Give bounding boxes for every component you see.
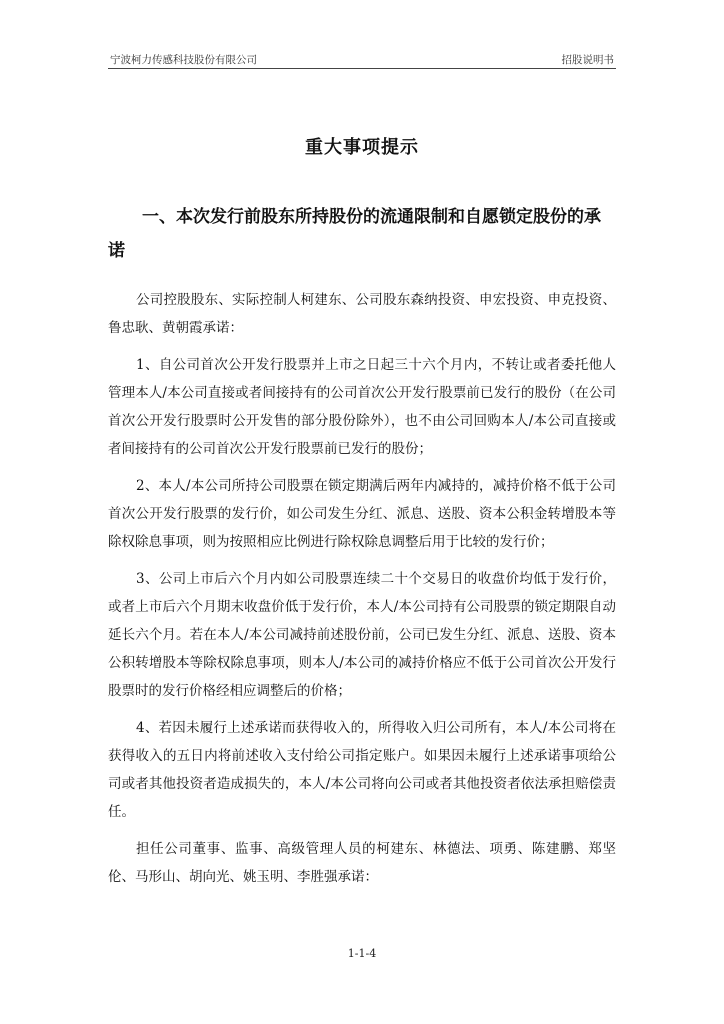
paragraph-item-3: 3、公司上市后六个月内如公司股票连续二十个交易日的收盘价均低于发行价，或者上市后六个月期末收盘价低于发行价，本人/本公司持有公司股票的锁定期限自动延长六个月。若在本人/本公司减持前述股份前，公司已发生分红、派息、送股、资本公积转增股本等除权除息事项，则本人/本公司的减持价格应不低于公司首次公开发行股票时的发行价格经相应调整后的价格； <box>108 571 616 699</box>
page-title: 重大事项提示 <box>305 137 419 158</box>
header-document-type: 招股说明书 <box>561 54 614 66</box>
body-text <box>108 286 616 900</box>
paragraph-item-4: 4、若因未履行上述承诺而获得收入的，所得收入归公司所有，本人/本公司将在获得收入的五日内将前述收入支付给公司指定账户。如果因未履行上述承诺事项给公司或者其他投资者造成损失的，本人/本公司将向公司或者其他投资者依法承担赔偿责任。 <box>108 720 616 820</box>
paragraph-intro: 公司控股股东、实际控制人柯建东、公司股东森纳投资、申宏投资、申克投资、鲁忠耿、黄朝霞承诺： <box>108 292 616 336</box>
header-company-name: 宁波柯力传感科技股份有限公司 <box>110 54 257 66</box>
page-header <box>108 50 616 69</box>
page-number: 1-1-4 <box>347 947 377 960</box>
paragraph-item-2: 2、本人/本公司所持公司股票在锁定期满后两年内减持的，减持价格不低于公司首次公开发行股票的发行价，如公司发生分红、派息、送股、资本公积金转增股本等除权除息事项，则为按照相应比例进行除权除息调整后用于比较的发行价； <box>108 478 616 550</box>
paragraph-directors: 担任公司董事、监事、高级管理人员的柯建东、林德法、项勇、陈建鹏、郑坚伦、马形山、胡向光、姚玉明、李胜强承诺： <box>108 841 616 885</box>
paragraph-item-1: 1、自公司首次公开发行股票并上市之日起三十六个月内，不转让或者委托他人管理本人/本公司直接或者间接持有的公司首次公开发行股票前已发行的股份（在公司首次公开发行股票时公开发售的部分股份除外），也不由公司回购本人/本公司直接或者间接持有的公司首次公开发行股票前已发行的股份； <box>108 357 616 457</box>
section-heading: 一、本次发行前股东所持股份的流通限制和自愿锁定股份的承诺 <box>108 207 601 261</box>
